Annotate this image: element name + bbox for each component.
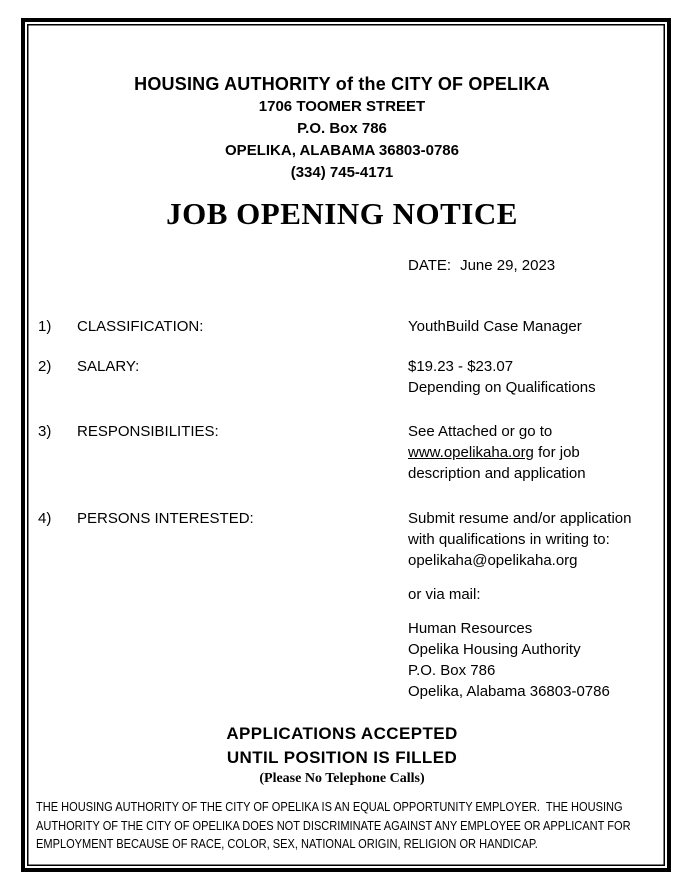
page-title: JOB OPENING NOTICE (166, 196, 518, 231)
item-label: RESPONSIBILITIES: (77, 423, 219, 440)
salary-note: Depending on Qualifications (408, 379, 596, 396)
po-box: P.O. Box 786 (297, 120, 387, 137)
item-number: 1) (38, 318, 52, 335)
mail-city-state-zip: Opelika, Alabama 36803-0786 (408, 683, 610, 700)
item-number: 4) (38, 510, 52, 527)
salary-range: $19.23 - $23.07 (408, 358, 514, 375)
eeo-statement: THE HOUSING AUTHORITY OF THE CITY OF OPELIKA IS AN EQUAL OPPORTUNITY EMPLOYER. THE HOUSING AUTHORITY OF THE CITY OF OPELIKA DOES NOT DISCRIMINATE AGAINST ANY EMPLOYEE OR APPLICANT FOR EMPLOYMENT BECAUSE OF RACE, COLOR, SEX, NATIONAL ORIGIN, RELIGION OR HANDICAP. (36, 799, 634, 851)
responsibilities-line1: See Attached or go to (408, 423, 553, 440)
phone-number: (334) 745-4171 (290, 164, 394, 181)
until-filled-line: UNTIL POSITION IS FILLED (226, 748, 458, 767)
item-number: 2) (38, 358, 52, 375)
submit-line2: with qualifications in writing to: (408, 531, 610, 548)
mail-org: Opelika Housing Authority (408, 641, 581, 658)
submit-line1: Submit resume and/or application (408, 510, 632, 527)
item-label: SALARY: (77, 358, 140, 375)
applications-accepted-line: APPLICATIONS ACCEPTED (226, 724, 458, 743)
website-link[interactable]: www.opelikaha.org (408, 444, 534, 461)
salary-value (408, 356, 658, 398)
no-telephone-calls-note: (Please No Telephone Calls) (259, 771, 425, 786)
item-label: CLASSIFICATION: (77, 318, 204, 335)
mail-recipient: Human Resources (408, 620, 533, 637)
submit-instructions (408, 508, 658, 571)
street-address: 1706 TOOMER STREET (258, 98, 426, 115)
classification-value: YouthBuild Case Manager (408, 318, 582, 335)
or-via-mail-text: or via mail: (408, 586, 481, 603)
date-value: June 29, 2023 (460, 257, 556, 274)
website-link-suffix: for job (533, 444, 580, 461)
responsibilities-line3: description and application (408, 465, 586, 482)
closing-block (0, 722, 684, 788)
mail-po-box: P.O. Box 786 (408, 662, 496, 679)
city-state-zip: OPELIKA, ALABAMA 36803-0786 (225, 142, 459, 159)
item-label: PERSONS INTERESTED: (77, 510, 254, 527)
email-address: opelikaha@opelikaha.org (408, 552, 578, 569)
date-label: DATE: (408, 257, 452, 274)
responsibilities-line2 (408, 442, 658, 463)
persons-interested-value (408, 508, 658, 702)
item-number: 3) (38, 423, 52, 440)
mailing-address (408, 618, 658, 702)
date-line (408, 257, 555, 274)
organization-name: HOUSING AUTHORITY of the CITY OF OPELIKA (134, 74, 550, 94)
letterhead (0, 73, 684, 184)
responsibilities-value (408, 421, 658, 484)
